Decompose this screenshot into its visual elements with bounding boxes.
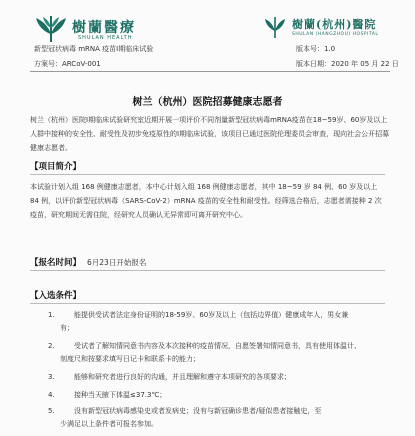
- criteria-number: 3.: [48, 373, 55, 381]
- criteria-text: 接种当天腋下体温≤37.3℃；: [74, 391, 167, 399]
- brand-right: 樹蘭(杭州)醫院: [292, 18, 377, 31]
- criteria-text-cont: 刻度尺和按要求填写日记卡和联系卡的能力；: [60, 355, 200, 363]
- criteria-number: 1.: [48, 311, 55, 319]
- section-heading-criteria: 【入选条件】: [30, 289, 385, 304]
- version-date: 版本日期：2020 年 05 月 22 日: [296, 60, 399, 68]
- intro-paragraph: 树兰（杭州）医院Ⅰ期临床试验研究室近期开展一项评价不同剂量新型冠状病毒mRNA疫苗在18~59岁、60岁及以上人群中接种的安全性、耐受性及初步免疫原性的Ⅰ期临床试验，该项目已通过医院伦理委员会审查，现向社会公开招募健康志愿者。: [30, 116, 390, 152]
- brand-right-en: SHULAN (HANGZHOU) HOSPITAL: [292, 32, 379, 37]
- criteria-number: 2.: [48, 342, 55, 350]
- document-title: 树兰（杭州）医院招募健康志愿者: [132, 97, 283, 108]
- brand-left-en: SHULAN HEALTH: [78, 35, 133, 41]
- criteria-number: 5.: [48, 407, 55, 415]
- criteria-text-cont: 少满足以上条件者可报名参加。: [60, 420, 158, 428]
- criteria-text-cont: 有；: [60, 324, 74, 332]
- protocol-number: 方案号：ARCoV-001: [34, 60, 101, 68]
- criteria-text: 没有新型冠状病毒感染史或者发病史；没有与新冠确诊患者/疑似患者接触史，至: [74, 407, 322, 415]
- version-number: 版本号：1.0: [296, 45, 336, 53]
- criteria-text: 能够和研究者进行良好的沟通，并且理解和遵守本项研究的各项要求；: [74, 373, 291, 381]
- brand-left: 樹蘭醫療: [72, 20, 136, 36]
- criteria-text: 受试者了解知情同意书内容及本次接种的疫苗情况，自愿签署知情同意书，具有使用体温计、: [74, 342, 361, 350]
- criteria-number: 4.: [48, 391, 55, 399]
- shulan-logo-icon: [34, 14, 68, 44]
- time-heading-label: 【报名时间】: [30, 258, 82, 268]
- registration-date: 6月23日开始报名: [87, 258, 147, 267]
- shulan-hangzhou-logo-icon: [262, 14, 288, 40]
- section-heading-project: 【项目简介】: [30, 160, 385, 175]
- trial-name: 新型冠状病毒 mRNA 疫苗Ⅰ期临床试验: [34, 45, 154, 53]
- header-divider: [30, 71, 390, 72]
- section-heading-time: [30, 256, 385, 271]
- project-paragraph: 本试验计划入组 168 例健康志愿者，本中心计划入组 168 例健康志愿者，其中 18~59 岁 84 例、60 岁及以上 84 例，以评价新型冠状病毒（SARS-CoV-2）mRNA 疫苗的安全性和耐受性。经筛选合格后，志愿者需接种 2 次疫苗，研究期间无需住院，经研究人员确认无异常即可离开研究中心。: [30, 183, 382, 219]
- criteria-text: 能提供受试者法定身份证明的18-59岁、60岁及以上（包括边界值）健康成年人，男女兼: [74, 311, 349, 319]
- document-header: [0, 0, 415, 70]
